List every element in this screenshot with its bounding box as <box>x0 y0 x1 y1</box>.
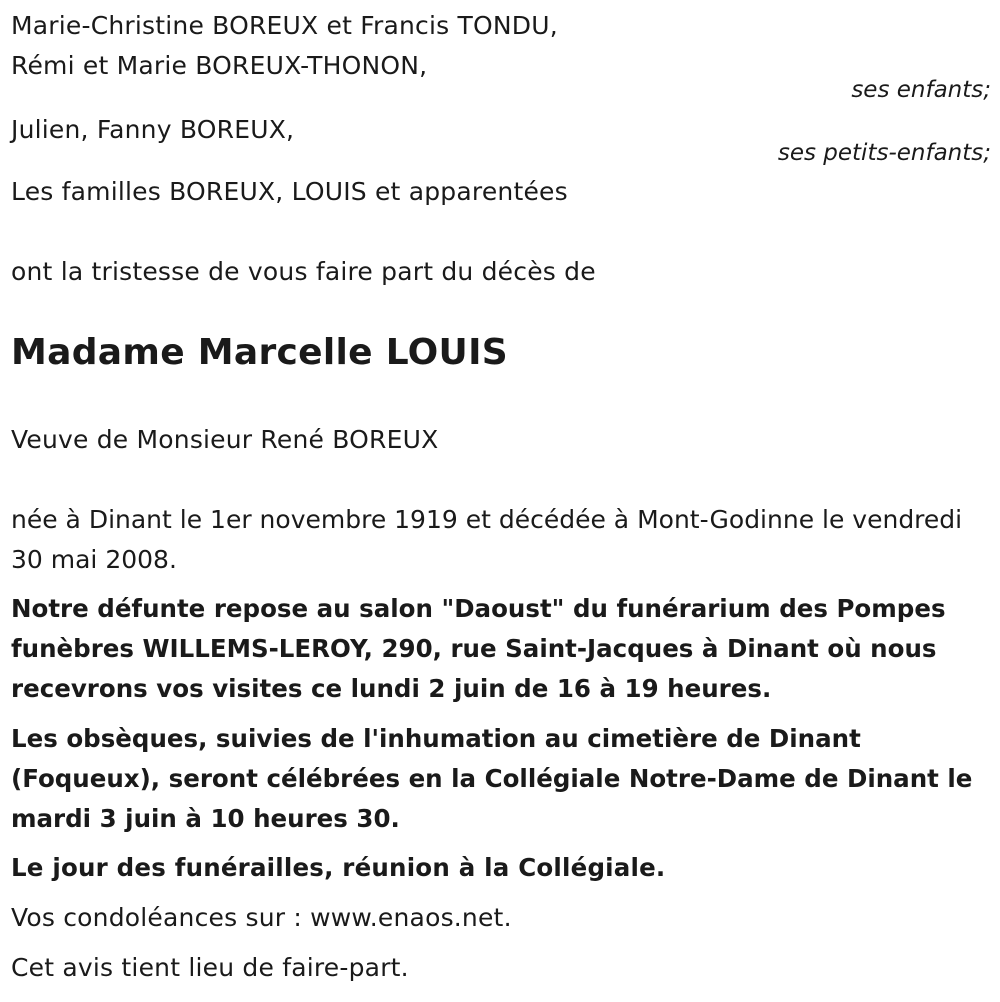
repose-paragraph: Notre défunte repose au salon "Daoust" du funérarium des Pompes funèbres WILLEMS-LEROY, 290, rue Saint-Jacques à Dinant où nous recevrons vos visites ce lundi 2 juin de 16 à 19 heures. <box>11 594 946 703</box>
grandchildren-line: Julien, Fanny BOREUX, <box>11 115 295 144</box>
children-line-2: Rémi et Marie BOREUX-THONON, <box>11 51 428 80</box>
announcement-line: ont la tristesse de vous faire part du décès de <box>11 257 596 286</box>
deceased-name: Madame Marcelle LOUIS <box>11 332 509 373</box>
obituary-notice <box>11 0 991 1002</box>
grandchildren-role: ses petits-enfants; <box>777 140 991 166</box>
widow-of-line: Veuve de Monsieur René BOREUX <box>11 425 439 454</box>
birth-death-paragraph: née à Dinant le 1er novembre 1919 et décédée à Mont-Godinne le vendredi 30 mai 2008. <box>11 505 963 574</box>
meeting-line: Le jour des funérailles, réunion à la Collégiale. <box>11 853 666 882</box>
funeral-paragraph: Les obsèques, suivies de l'inhumation au cimetière de Dinant (Foqueux), seront célébrées en la Collégiale Notre-Dame de Dinant le mardi 3 juin à 10 heures 30. <box>11 724 973 833</box>
children-role: ses enfants; <box>851 77 991 103</box>
notice-line: Cet avis tient lieu de faire-part. <box>11 953 409 982</box>
families-line: Les familles BOREUX, LOUIS et apparentées <box>11 177 568 206</box>
condolences-line: Vos condoléances sur : www.enaos.net. <box>11 903 512 932</box>
children-line-1: Marie-Christine BOREUX et Francis TONDU, <box>11 11 558 40</box>
